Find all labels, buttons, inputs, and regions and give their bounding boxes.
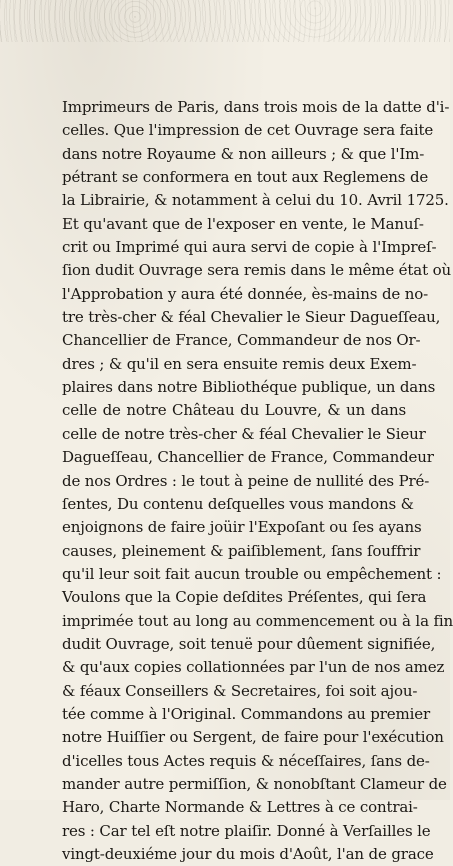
text-line: notre Huiſſier ou Sergent, de faire pour l'exécution bbox=[62, 728, 444, 747]
text-line: vingt-deuxiéme jour du mois d'Août, l'an de grace bbox=[62, 845, 434, 863]
text-line: & féaux Conseillers & Secretaires, foi soit ajou- bbox=[62, 681, 418, 700]
text-line: la Librairie, & notamment à celui du 10. Avril 1725. bbox=[62, 191, 449, 210]
text-line: tre très-cher & féal Chevalier le Sieur Dagueſſeau, bbox=[62, 308, 441, 327]
text-line: celle de notre Château du Louvre, & un dans bbox=[62, 401, 406, 420]
text-line: res : Car tel eſt notre plaiſir. Donné à Verſailles le bbox=[62, 821, 431, 840]
text-line: Voulons que la Copie deſdites Préſentes, qui ſera bbox=[62, 588, 427, 607]
text-line: de nos Ordres : le tout à peine de nullité des Pré- bbox=[62, 471, 430, 490]
text-line: mander autre permiſſion, & nonobſtant Clameur de bbox=[62, 774, 447, 793]
text-line: dans notre Royaume & non ailleurs ; & que l'Im- bbox=[62, 144, 425, 163]
text-line: Chancellier de France, Commandeur de nos Or- bbox=[62, 331, 421, 350]
page-stain bbox=[0, 0, 450, 42]
body-text bbox=[62, 96, 453, 866]
text-line: Dagueſſeau, Chancellier de France, Commandeur bbox=[62, 448, 434, 467]
text-line: l'Approbation y aura été donnée, ès-mains de no- bbox=[62, 284, 429, 303]
text-line: tée comme à l'Original. Commandons au premier bbox=[62, 704, 430, 723]
text-line: Imprimeurs de Paris, dans trois mois de la datte d'i- bbox=[62, 98, 450, 116]
text-line: dres ; & qu'il en sera ensuite remis deux Exem- bbox=[62, 354, 417, 373]
text-line: ſion dudit Ouvrage sera remis dans le même état où bbox=[62, 261, 451, 280]
text-line: dudit Ouvrage, soit tenuë pour dûement signifiée, bbox=[62, 634, 436, 653]
text-line: celle de notre très-cher & féal Chevalier le Sieur bbox=[62, 424, 426, 443]
text-line: imprimée tout au long au commencement ou à la fin bbox=[62, 611, 453, 630]
text-line: Et qu'avant que de l'exposer en vente, le Manuſ- bbox=[62, 214, 424, 233]
text-line: & qu'aux copies collationnées par l'un de nos amez bbox=[62, 658, 445, 677]
text-line: causes, pleinement & paiſiblement, ſans ſouffrir bbox=[62, 541, 421, 560]
text-line: pétrant se conformera en tout aux Reglemens de bbox=[62, 168, 429, 187]
text-line: ſentes, Du contenu deſquelles vous mandons & bbox=[62, 494, 414, 513]
text-line: crit ou Imprimé qui aura servi de copie à l'Impreſ- bbox=[62, 238, 437, 257]
text-line: plaires dans notre Bibliothéque publique, un dans bbox=[62, 378, 436, 397]
text-line: Haro, Charte Normande & Lettres à ce contrai- bbox=[62, 798, 418, 817]
text-line: enjoignons de faire joüir l'Expoſant ou ſes ayans bbox=[62, 518, 422, 537]
text-line: qu'il leur soit fait aucun trouble ou empêchement : bbox=[62, 564, 442, 583]
text-line: celles. Que l'impression de cet Ouvrage sera faite bbox=[62, 121, 434, 140]
text-line: d'icelles tous Actes requis & néceſſaires, ſans de- bbox=[62, 751, 430, 770]
